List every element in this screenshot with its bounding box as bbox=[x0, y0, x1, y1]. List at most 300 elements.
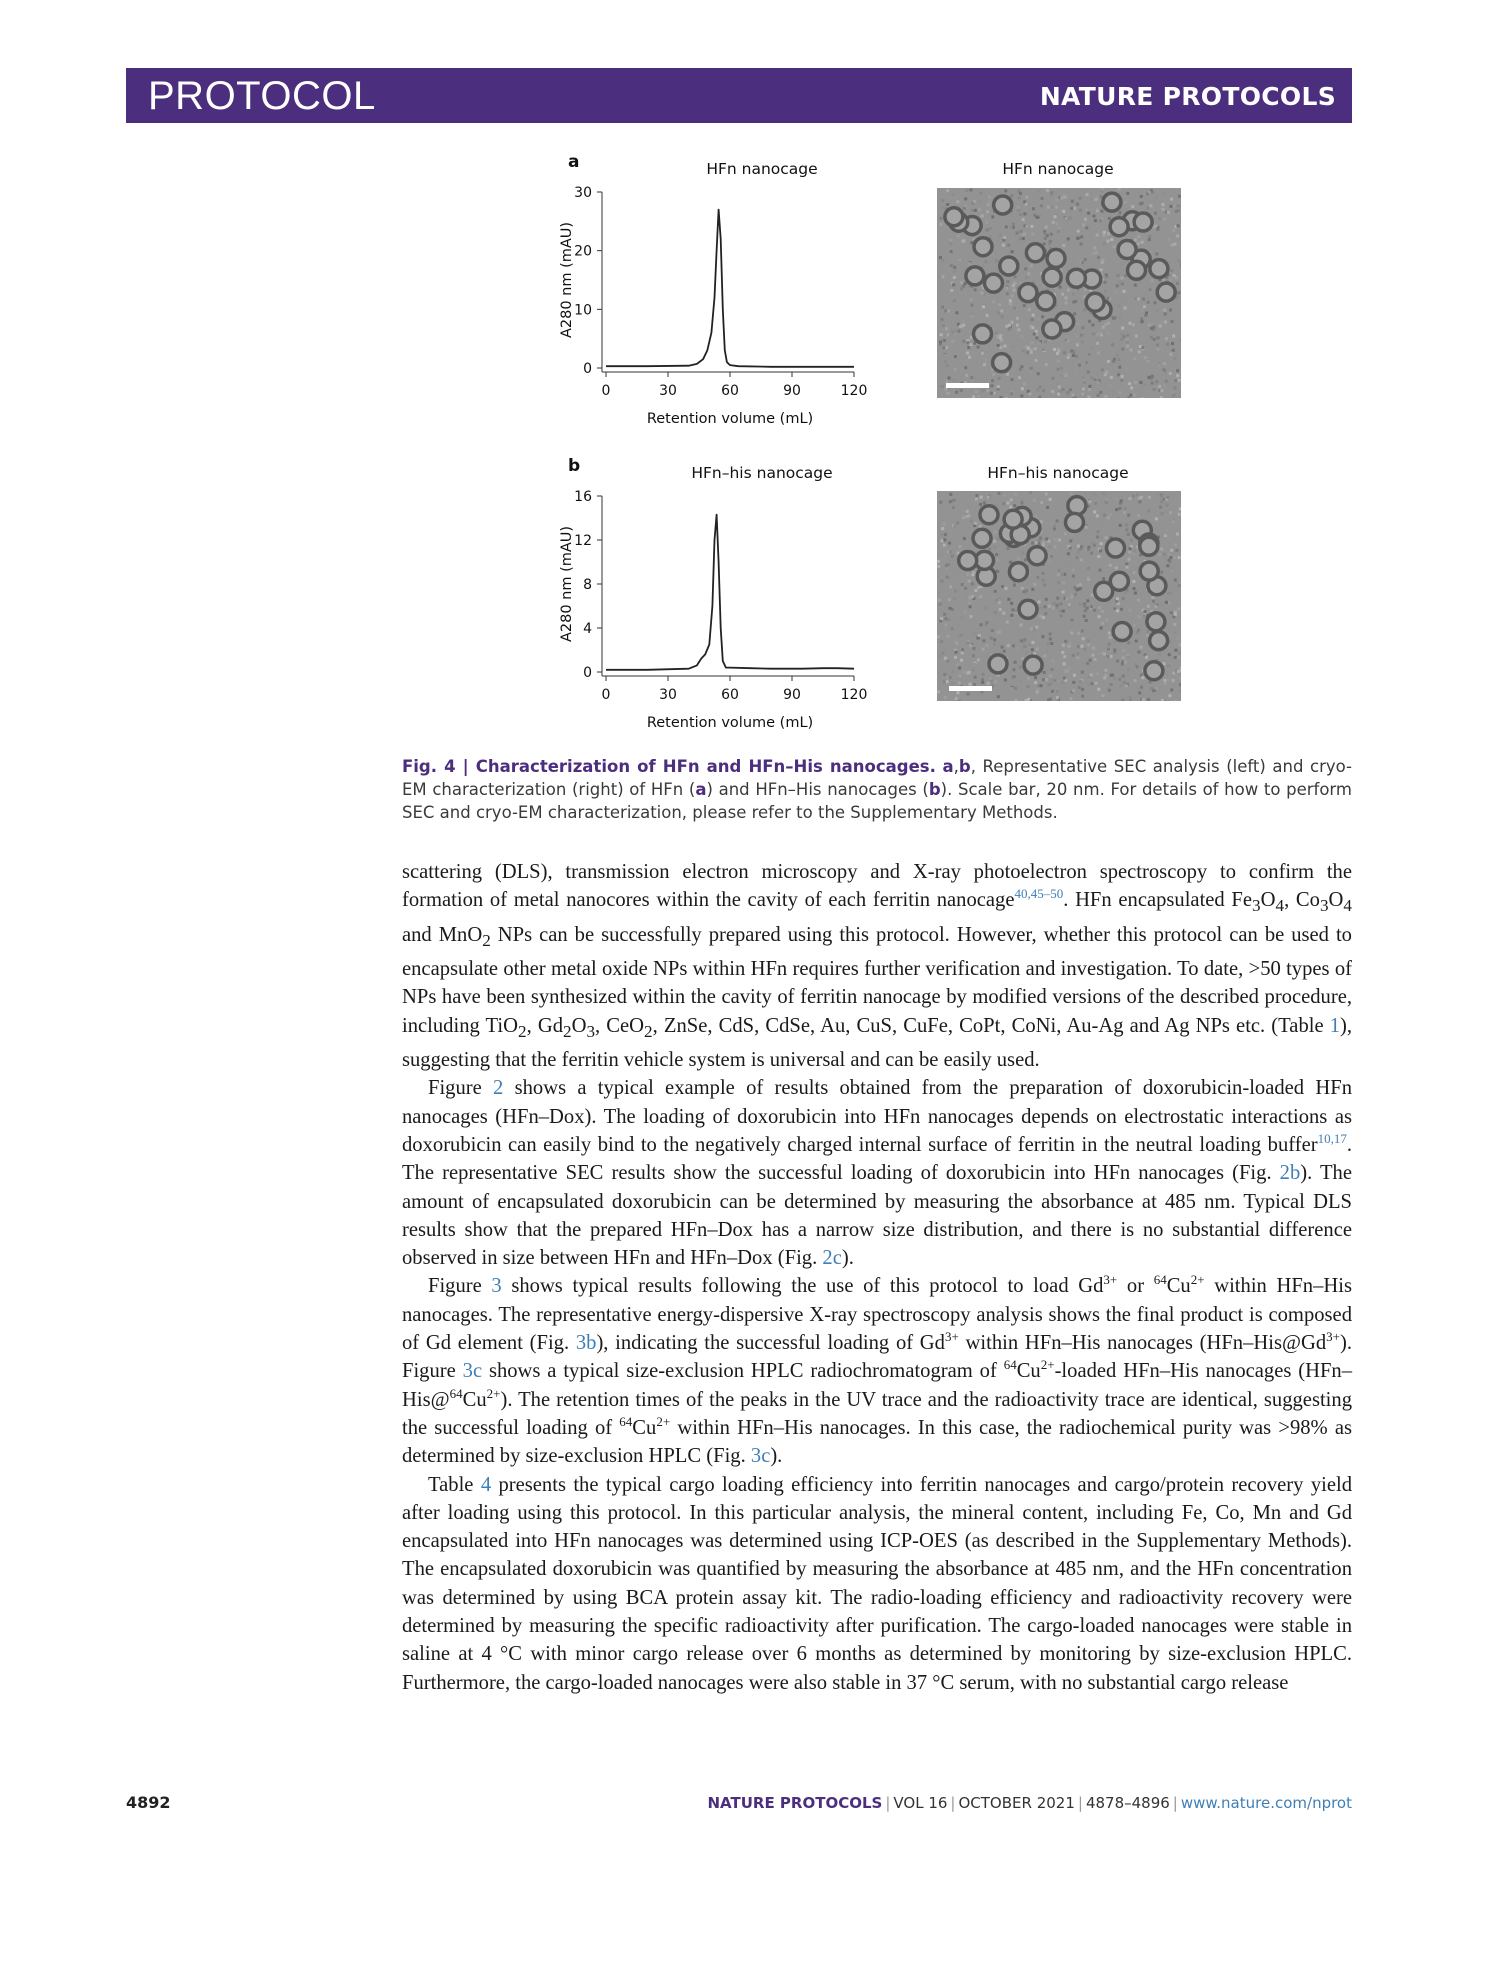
em-noise bbox=[1174, 357, 1177, 360]
figure-link[interactable]: 3c bbox=[750, 1445, 771, 1468]
em-noise bbox=[1084, 190, 1087, 193]
em-noise bbox=[999, 334, 1002, 337]
em-noise bbox=[1061, 681, 1064, 684]
em-noise bbox=[1006, 621, 1009, 624]
em-noise bbox=[1126, 345, 1129, 348]
em-noise bbox=[1057, 360, 1060, 363]
em-noise bbox=[1031, 588, 1034, 591]
em-noise bbox=[1104, 373, 1107, 376]
em-noise bbox=[949, 607, 952, 610]
em-noise bbox=[1055, 223, 1058, 226]
text: ), indicating the successful loading of Gd bbox=[596, 1332, 945, 1355]
em-noise bbox=[1164, 313, 1167, 316]
em-noise bbox=[959, 674, 962, 677]
em-noise bbox=[1149, 288, 1152, 291]
em-noise bbox=[1076, 556, 1079, 559]
em-noise bbox=[1090, 552, 1093, 555]
em-noise bbox=[972, 395, 975, 398]
citation-link[interactable]: 10,17 bbox=[1317, 1131, 1347, 1147]
em-noise bbox=[1147, 360, 1150, 363]
em-noise bbox=[1112, 523, 1115, 526]
em-noise bbox=[1045, 598, 1048, 601]
em-noise bbox=[944, 657, 947, 660]
footer-pages: 4878–4896 bbox=[1085, 1794, 1170, 1812]
em-particle bbox=[1110, 218, 1128, 236]
em-noise bbox=[1042, 678, 1045, 681]
em-noise bbox=[1031, 648, 1034, 651]
em-noise bbox=[1057, 581, 1060, 584]
em-noise bbox=[1022, 218, 1025, 221]
em-noise bbox=[950, 289, 953, 292]
em-noise bbox=[943, 613, 946, 616]
em-noise bbox=[1057, 393, 1060, 396]
em-noise bbox=[953, 299, 956, 302]
text: Cu bbox=[1166, 1275, 1191, 1298]
em-noise bbox=[1081, 326, 1084, 329]
em-noise bbox=[1038, 396, 1041, 398]
figure-link[interactable]: 3b bbox=[575, 1332, 597, 1355]
em-noise bbox=[1175, 549, 1178, 552]
em-noise bbox=[1025, 589, 1028, 592]
em-noise bbox=[1030, 349, 1033, 352]
em-noise bbox=[1008, 328, 1011, 331]
em-noise bbox=[1099, 219, 1102, 222]
em-noise bbox=[1093, 510, 1096, 513]
em-noise bbox=[1129, 696, 1132, 699]
em-noise bbox=[1040, 501, 1043, 504]
text: scattering (DLS), transmission electron microscopy and X-ray photoelectron spectroscopy to confirm the formation of metal nanocores within the cavity of each ferritin nanocage bbox=[402, 861, 1352, 912]
em-noise bbox=[1139, 613, 1142, 616]
figure-link[interactable]: 3 bbox=[491, 1275, 502, 1298]
em-noise bbox=[1004, 345, 1007, 348]
em-noise bbox=[980, 623, 983, 626]
em-noise bbox=[1176, 235, 1179, 238]
em-noise bbox=[1137, 298, 1140, 301]
em-noise bbox=[1035, 337, 1038, 340]
em-noise bbox=[1130, 348, 1133, 351]
em-noise bbox=[1177, 259, 1180, 262]
em-noise bbox=[1128, 382, 1131, 385]
body-text bbox=[402, 858, 1352, 1697]
em-noise bbox=[1058, 523, 1061, 526]
em-noise bbox=[1019, 192, 1022, 195]
em-noise bbox=[1020, 230, 1023, 233]
y-axis-label: A280 nm (mAU) bbox=[559, 525, 575, 643]
em-noise bbox=[1132, 323, 1135, 326]
em-noise bbox=[1120, 338, 1123, 341]
em-noise bbox=[1134, 679, 1137, 682]
em-noise bbox=[939, 655, 942, 658]
em-noise bbox=[1095, 682, 1098, 685]
figure-link[interactable]: 2b bbox=[1279, 1162, 1301, 1185]
em-noise bbox=[1125, 367, 1128, 370]
em-noise bbox=[960, 281, 963, 284]
em-noise bbox=[984, 607, 987, 610]
em-noise bbox=[1014, 275, 1017, 278]
em-noise bbox=[1133, 357, 1136, 360]
em-noise bbox=[1010, 226, 1013, 229]
em-noise bbox=[1083, 648, 1086, 651]
em-noise bbox=[1096, 333, 1099, 336]
em-noise bbox=[951, 627, 954, 630]
em-noise bbox=[1134, 670, 1137, 673]
em-noise bbox=[1006, 248, 1009, 251]
em-noise bbox=[1180, 690, 1181, 693]
em-noise bbox=[1100, 536, 1103, 539]
text: Cu bbox=[632, 1416, 657, 1439]
em-noise bbox=[966, 641, 969, 644]
em-noise bbox=[1058, 672, 1061, 675]
em-noise bbox=[1163, 384, 1166, 387]
em-noise bbox=[1016, 324, 1019, 327]
em-noise bbox=[1052, 660, 1055, 663]
em-noise bbox=[1038, 342, 1041, 345]
em-noise bbox=[993, 250, 996, 253]
em-noise bbox=[1001, 315, 1004, 318]
em-noise bbox=[1162, 203, 1165, 206]
em-noise bbox=[1051, 668, 1054, 671]
em-noise bbox=[1110, 376, 1113, 379]
em-noise bbox=[1057, 227, 1060, 230]
em-noise bbox=[1136, 493, 1139, 496]
em-noise bbox=[1065, 297, 1068, 300]
em-noise bbox=[940, 617, 943, 620]
em-noise bbox=[1042, 572, 1045, 575]
em-noise bbox=[946, 635, 949, 638]
scale-bar bbox=[949, 686, 992, 691]
em-noise bbox=[1118, 280, 1121, 283]
em-noise bbox=[997, 538, 1000, 541]
em-noise bbox=[1081, 393, 1084, 396]
em-noise bbox=[1160, 495, 1163, 498]
y-tick-label: 4 bbox=[583, 621, 592, 637]
em-noise bbox=[1033, 333, 1036, 336]
em-noise bbox=[937, 565, 940, 568]
em-noise bbox=[1126, 341, 1129, 344]
em-noise bbox=[964, 197, 967, 200]
em-noise bbox=[1072, 293, 1075, 296]
em-noise bbox=[1178, 651, 1181, 654]
em-noise bbox=[1176, 533, 1179, 536]
em-particle bbox=[980, 506, 998, 524]
em-noise bbox=[1148, 235, 1151, 238]
em-noise bbox=[1140, 646, 1143, 649]
em-noise bbox=[1023, 233, 1026, 236]
em-noise bbox=[1096, 535, 1099, 538]
em-noise bbox=[1102, 694, 1105, 697]
em-noise bbox=[1023, 212, 1026, 215]
em-noise bbox=[1062, 591, 1065, 594]
em-particle bbox=[1066, 513, 1084, 531]
em-noise bbox=[941, 206, 944, 209]
em-noise bbox=[1072, 223, 1075, 226]
em-noise bbox=[1138, 651, 1141, 654]
y-tick-label: 0 bbox=[583, 361, 592, 377]
em-noise bbox=[1100, 627, 1103, 630]
em-particle bbox=[1134, 213, 1152, 231]
em-noise bbox=[1086, 607, 1089, 610]
em-noise bbox=[1040, 204, 1043, 207]
em-noise bbox=[1149, 394, 1152, 397]
em-noise bbox=[1093, 215, 1096, 218]
em-noise bbox=[1102, 326, 1105, 329]
em-noise bbox=[999, 597, 1002, 600]
em-noise bbox=[1043, 532, 1046, 535]
em-noise bbox=[1081, 630, 1084, 633]
em-noise bbox=[1103, 676, 1106, 679]
em-noise bbox=[1003, 650, 1006, 653]
em-noise bbox=[1177, 291, 1180, 294]
em-noise bbox=[977, 346, 980, 349]
text: presents the typical cargo loading efficiency into ferritin nanocages and cargo/protein recovery yield after loading using this protocol. In this particular analysis, the mineral content, including Fe, Co, Mn and Gd encapsulated into HFn nanocages was determined using ICP-OES (as described in the Supplementary Methods). The encapsulated doxorubicin was quantified by measuring the absorbance at 485 nm, and the HFn concentration was determined by using BCA protein assay kit. The radio-loading efficiency and radioactivity recovery were determined by measuring the specific radioactivity after purification. The cargo-loaded nanocages were stable in saline at 4 °C with minor cargo release over 6 months as determined by monitoring by size-exclusion HPLC. Furthermore, the cargo-loaded nanocages were also stable in 37 °C serum, with no substantial cargo release bbox=[402, 1473, 1352, 1694]
em-noise bbox=[1141, 241, 1144, 244]
em-noise bbox=[982, 673, 985, 676]
em-noise bbox=[973, 200, 976, 203]
em-particle bbox=[1043, 268, 1061, 286]
subscript: 2 bbox=[482, 930, 491, 950]
em-noise bbox=[1068, 594, 1071, 597]
table-link[interactable]: 1 bbox=[1329, 1014, 1341, 1037]
superscript: 2+ bbox=[1190, 1272, 1205, 1288]
em-noise bbox=[1044, 612, 1047, 615]
em-noise bbox=[1100, 268, 1103, 271]
em-noise bbox=[1011, 321, 1014, 324]
em-noise bbox=[1010, 392, 1013, 395]
em-noise bbox=[969, 343, 972, 346]
em-noise bbox=[1045, 226, 1048, 229]
table-link[interactable]: 4 bbox=[480, 1473, 492, 1496]
em-particle bbox=[1000, 257, 1018, 275]
em-noise bbox=[1134, 284, 1137, 287]
em-particle bbox=[1009, 563, 1027, 581]
em-noise bbox=[1096, 195, 1099, 198]
em-noise bbox=[1160, 396, 1163, 398]
em-noise bbox=[1035, 330, 1038, 333]
em-noise bbox=[1080, 334, 1083, 337]
em-noise bbox=[1088, 395, 1091, 398]
em-noise bbox=[1031, 326, 1034, 329]
em-noise bbox=[1096, 665, 1099, 668]
em-noise bbox=[998, 492, 1001, 495]
em-noise bbox=[1002, 502, 1005, 505]
em-noise bbox=[978, 634, 981, 637]
footer-url-link[interactable]: www.nature.com/nprot bbox=[1180, 1794, 1352, 1812]
em-noise bbox=[1108, 632, 1111, 635]
em-noise bbox=[997, 344, 1000, 347]
em-noise bbox=[1139, 381, 1142, 384]
em-noise bbox=[1154, 605, 1157, 608]
em-noise bbox=[1141, 309, 1144, 312]
em-noise bbox=[1153, 326, 1156, 329]
em-noise bbox=[1104, 281, 1107, 284]
em-noise bbox=[1166, 496, 1169, 499]
em-noise bbox=[1118, 391, 1121, 394]
citation-link[interactable]: 40,45–50 bbox=[1014, 886, 1064, 902]
em-noise bbox=[1097, 256, 1100, 259]
em-noise bbox=[1018, 197, 1021, 200]
superscript: 2+ bbox=[1040, 1357, 1055, 1373]
em-noise bbox=[1121, 327, 1124, 330]
em-noise bbox=[1023, 590, 1026, 593]
em-noise bbox=[962, 320, 965, 323]
em-noise bbox=[1163, 662, 1166, 665]
superscript: 2+ bbox=[486, 1385, 501, 1401]
em-noise bbox=[1058, 539, 1061, 542]
em-noise bbox=[1122, 675, 1125, 678]
em-noise bbox=[1090, 673, 1093, 676]
em-noise bbox=[960, 659, 963, 662]
em-noise bbox=[946, 203, 949, 206]
subscript: 4 bbox=[1343, 896, 1352, 916]
em-noise bbox=[956, 200, 959, 203]
em-noise bbox=[1072, 575, 1075, 578]
em-noise bbox=[937, 635, 940, 638]
em-noise bbox=[1085, 208, 1088, 211]
em-noise bbox=[946, 576, 949, 579]
em-noise bbox=[939, 501, 942, 504]
em-noise bbox=[1120, 333, 1123, 336]
em-noise bbox=[988, 201, 991, 204]
em-noise bbox=[1122, 649, 1125, 652]
em-noise bbox=[944, 696, 947, 699]
em-noise bbox=[1056, 519, 1059, 522]
em-noise bbox=[994, 546, 997, 549]
em-noise bbox=[1179, 343, 1181, 346]
em-noise bbox=[958, 682, 961, 685]
em-noise bbox=[1025, 225, 1028, 228]
em-noise bbox=[1087, 578, 1090, 581]
em-noise bbox=[1069, 697, 1072, 700]
em-noise bbox=[1039, 606, 1042, 609]
y-tick-label: 8 bbox=[583, 577, 592, 593]
em-noise bbox=[1091, 542, 1094, 545]
x-tick-label: 60 bbox=[721, 383, 739, 399]
em-noise bbox=[1016, 308, 1019, 311]
em-noise bbox=[1146, 207, 1149, 210]
text: . HFn encapsulated Fe bbox=[1063, 889, 1253, 912]
em-noise bbox=[998, 377, 1001, 380]
em-noise bbox=[1161, 320, 1164, 323]
em-noise bbox=[1093, 609, 1096, 612]
em-particle bbox=[1150, 260, 1168, 278]
em-particle bbox=[989, 655, 1007, 673]
em-noise bbox=[1001, 585, 1004, 588]
em-particle bbox=[1140, 562, 1158, 580]
em-noise bbox=[1173, 623, 1176, 626]
em-noise bbox=[1028, 308, 1031, 311]
em-noise bbox=[1027, 347, 1030, 350]
em-noise bbox=[1171, 342, 1174, 345]
em-noise bbox=[1130, 539, 1133, 542]
figure-link[interactable]: 2 bbox=[493, 1077, 504, 1100]
em-noise bbox=[1006, 547, 1009, 550]
em-noise bbox=[1180, 667, 1182, 670]
figure-link[interactable]: 3c bbox=[462, 1360, 483, 1383]
em-noise bbox=[1100, 555, 1103, 558]
em-noise bbox=[1014, 609, 1017, 612]
em-noise bbox=[1137, 514, 1140, 517]
em-noise bbox=[1031, 542, 1034, 545]
em-noise bbox=[956, 552, 959, 555]
em-noise bbox=[970, 315, 973, 318]
em-noise bbox=[1013, 675, 1016, 678]
em-noise bbox=[983, 363, 986, 366]
em-noise bbox=[968, 580, 971, 583]
em-noise bbox=[1126, 334, 1129, 337]
em-noise bbox=[1133, 587, 1136, 590]
em-noise bbox=[1090, 605, 1093, 608]
em-noise bbox=[960, 389, 963, 392]
em-noise bbox=[953, 499, 956, 502]
em-noise bbox=[1160, 236, 1163, 239]
em-noise bbox=[1055, 206, 1058, 209]
figure-link[interactable]: 2c bbox=[822, 1247, 842, 1270]
em-noise bbox=[1030, 264, 1033, 267]
em-noise bbox=[962, 516, 965, 519]
em-noise bbox=[1063, 204, 1066, 207]
em-noise bbox=[1036, 647, 1039, 650]
em-particle bbox=[1019, 600, 1037, 618]
text: Cu bbox=[1016, 1360, 1041, 1383]
em-noise bbox=[1007, 644, 1010, 647]
em-particle bbox=[974, 238, 992, 256]
y-tick-label: 16 bbox=[574, 489, 592, 505]
em-noise bbox=[964, 587, 967, 590]
em-noise bbox=[954, 590, 957, 593]
em-noise bbox=[1071, 618, 1074, 621]
em-noise bbox=[1098, 615, 1101, 618]
panel-label-b: b bbox=[568, 456, 581, 476]
em-noise bbox=[1078, 364, 1081, 367]
em-noise bbox=[939, 223, 942, 226]
em-noise bbox=[945, 327, 948, 330]
subscript: 3 bbox=[1319, 896, 1329, 916]
x-tick-label: 0 bbox=[601, 687, 611, 703]
em-noise bbox=[1114, 534, 1117, 537]
em-noise bbox=[1178, 581, 1181, 584]
em-noise bbox=[951, 682, 954, 685]
x-tick-label: 120 bbox=[840, 687, 868, 703]
em-noise bbox=[1077, 545, 1080, 548]
em-noise bbox=[969, 298, 972, 301]
em-noise bbox=[1032, 207, 1035, 210]
subscript: 2 bbox=[517, 1021, 527, 1041]
em-noise bbox=[999, 608, 1002, 611]
em-noise bbox=[1096, 514, 1099, 517]
em-noise bbox=[1025, 651, 1028, 654]
em-noise bbox=[998, 303, 1001, 306]
em-noise bbox=[1104, 290, 1107, 293]
em-noise bbox=[997, 335, 1000, 338]
em-noise bbox=[1014, 493, 1017, 496]
em-noise bbox=[948, 536, 951, 539]
em-noise bbox=[1075, 335, 1078, 338]
y-tick-label: 20 bbox=[574, 243, 592, 260]
paragraph-4 bbox=[402, 1471, 1352, 1697]
em-noise bbox=[1136, 686, 1139, 689]
em-noise bbox=[1137, 599, 1140, 602]
em-noise bbox=[1108, 217, 1111, 220]
em-noise bbox=[1138, 691, 1141, 694]
em-noise bbox=[954, 368, 957, 371]
em-noise bbox=[992, 373, 995, 376]
em-particle bbox=[945, 208, 963, 226]
em-noise bbox=[975, 494, 978, 497]
em-noise bbox=[1076, 588, 1079, 591]
em-noise bbox=[1165, 380, 1168, 383]
em-noise bbox=[967, 346, 970, 349]
em-noise bbox=[1170, 278, 1173, 281]
